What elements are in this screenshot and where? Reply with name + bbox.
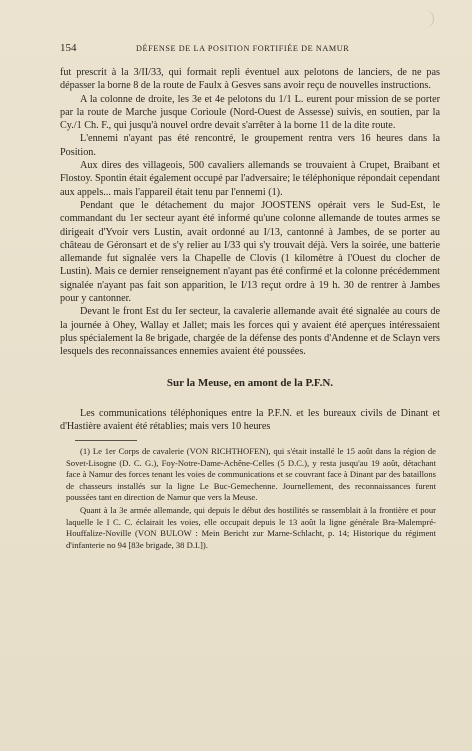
running-title: DÉFENSE DE LA POSITION FORTIFIÉE DE NAMUR [136, 44, 350, 53]
footnote: Quant à la 3e armée allemande, qui depuis le début des hostilités se rassemblait à la frontière et pour laquelle le I C. C. éclairait les voies, elle occupait depuis le 13 août la ligne générale Bra-Malempré-Houffalize-Noville (VON BULOW : Mein Bericht zur Marne-Schlacht, p. 14; Historique du régiment d'infanterie no 94 [83e brigade, 38 D.I.]). [66, 505, 436, 550]
footnote-rule [75, 440, 137, 441]
footnotes [60, 446, 440, 551]
section-heading: Sur la Meuse, en amont de la P.F.N. [166, 376, 334, 389]
paragraph: Devant le front Est du Ier secteur, la cavalerie allemande avait été signalée au cours de la journée à Ohey, Wallay et Jallet; mais les forces qui y avaient été aperçues intéressaient plus spécialement la 8e brigade, chargée de la défense des ponts d'Andenne et de Sclayn vers lesquels des reconnaissances ennemies avaient été poussées. [60, 306, 440, 358]
pencil-mark [423, 10, 434, 28]
paragraph: Aux dires des villageois, 500 cavaliers allemands se trouvaient à Crupet, Braibant et Flostoy. Spontin était également occupé par l'adversaire; le téléphonique répondait cependant aux appels... mais l'appareil était tenu par l'ennemi (1). [60, 160, 440, 198]
footnote: (1) Le 1er Corps de cavalerie (VON RICHTHOFEN), qui s'était installé le 15 août dans la région de Sovet-Lisogne (D. C. G.), Foy-Notre-Dame-Achêne-Celles (5 D.C.), y resta jusqu'au 19 août, détachant face à Namur des forces tenant les voies de communications et se couvrant face à Dinant par des bataillons de chasseurs installés sur la ligne Le Buc-Gemechenne. Journellement, des reconnaissances furent poussées tant en direction de Namur que vers la Meuse. [66, 446, 436, 503]
paragraph: A la colonne de droite, les 3e et 4e pelotons du 1/1 L. eurent pour mission de se porter par la route de Marche jusque Corioule (Nord-Ouest de Assesse) suivis, en soutien, par la Cy./1 Ch. F., qui jusqu'à nouvel ordre devait s'arrêter à la borne 11 de la dite route. [60, 93, 440, 132]
paragraph: Les communications téléphoniques entre la P.F.N. et les bureaux civils de Dinant et d'Hastière avaient été rétablies; mais vers 10 heures [60, 407, 440, 433]
paragraph: L'ennemi n'ayant pas été rencontré, le groupement rentra vers 16 heures dans la Position. [60, 133, 440, 158]
page-number: 154 [60, 42, 77, 54]
paragraph: Pendant que le détachement du major JOOSTENS opérait vers le Sud-Est, le commandant du 1er secteur ayant été informé qu'une colonne allemande de toutes armes se dirigeait d'Yvoir vers Lustin, avait ordonné au I/13, cantonné à Jambes, de se porter au château de Géronsart et de s'y relier au I/33 qui s'y trouvait déjà. Vers la soirée, une batterie allemande fut signalée vers la Chapelle de Clovis (1 kilomètre à l'Ouest du clocher de Lustin). Mais ce dernier renseignement n'ayant pas été confirmé et la colonne précédemment signalée n'ayant pas fait son apparition, le I/13 reçut ordre à 19 h. 30 de rentrer à Jambes pour y cantonner. [60, 199, 440, 305]
body-text [60, 66, 440, 553]
paragraph: fut prescrit à la 3/II/33, qui formait repli éventuel aux pelotons de lanciers, de ne pas dépasser la borne 8 de la route de Faulx à Gesves sans avoir reçu de nouvelles instructions. [60, 67, 440, 92]
